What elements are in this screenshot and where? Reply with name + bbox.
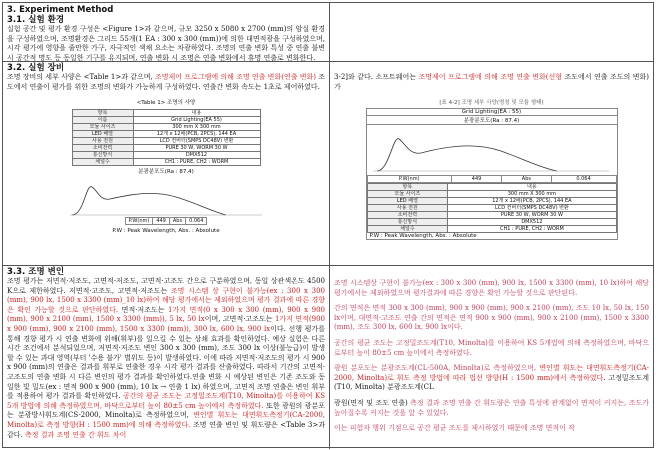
pw-value: 449 [153, 218, 170, 225]
table2-key: LED 배열 [367, 198, 448, 205]
pw-label: P.W(nm) [125, 218, 153, 225]
s33-right-p6 [334, 424, 649, 434]
s33-right-p5 [334, 399, 649, 418]
s33-r6b: 이는 피험자 행위 기점으로 공간 평균 조도를 제시하였기 때문에 조명 면적이 작 [334, 424, 575, 433]
table2-key: 채널수 [367, 226, 448, 233]
table1-value: PURE 30 W, WORM 30 W [133, 145, 260, 152]
table1-row [72, 152, 260, 159]
t2-abs-value: 0.064 [551, 176, 616, 183]
sec33-left-body [7, 277, 325, 440]
s33-red3: 1가지 면적(900 x 900 (mm), 900 x 2100 (mm), 1500 x 3300 (mm)), 300 lx, 600 lx, 900 lx [7, 315, 325, 333]
table1-value: 내용 [133, 110, 260, 117]
table1-row [72, 124, 260, 131]
table1-value: 300 mm X 300 mm [133, 124, 260, 131]
s33-f: 또한 광원의 광분포는 분광방사휘도계(CS-2000, Minolta)로 측정하였으며, [7, 401, 325, 420]
subsection-title-32: 3.2. 실험 장비 [7, 63, 65, 73]
s33-a: 조명 평가는 저면적·저조도, 고면적·저조도, 고면적·고조도 간으로 구분하였으며, 동일 상관색온도 4500 K으로 제한하였다. 저면적·고조도, 고면적·저조도는 [7, 277, 325, 295]
s33-r4a: 광원 분포도는 분광조도계(CL-500A, Minolta)로 측정하였으며, [334, 364, 540, 373]
table2-value: PURE 30 W, WORM 30 W [448, 212, 616, 219]
table2-key: 모듈 사이즈 [367, 191, 448, 198]
table2-spd-values [367, 175, 617, 183]
s33-r5b: 측정 결과 조명 연출 간 휘도량은 연출 특성에 관계없이 면적이 커지는, 조도가 높아질수록 커지는 것을 알 수 있었다. [334, 398, 649, 417]
subsection-title-31: 3.1. 실험 환경 [7, 15, 65, 25]
cell-sec31 [3, 3, 329, 61]
s33-right-p2: 간의 면적은 면적 300 x 300 (mm), 900 x 900 (mm), 900 x 2100 (mm), 조도 10 lx, 50 lx, 150 lx이며, 대면적·고조도 연출 간의 면적은 면적 900 x 900 (mm), 900 x 2100 (mm), 1500 x 3300 (mm), 조도 300 lx, 600 lx, 900 lx이다. [334, 304, 649, 332]
table1-row [72, 110, 260, 117]
table2-caption: [표 4-2] 조명 세부 사양(명칭 및 모듈 형태) [439, 100, 544, 107]
s33-red4: 공간의 평균 조도는 고정밀조도계(T10, Minolta)를 이용하여 KS 5개 방법에 의해 측정하였으며, 바닥으로부터 높이 80±5 cm 높이에서 측정하였다. [7, 392, 325, 410]
table1-row [72, 131, 260, 138]
table2-row [367, 212, 616, 219]
table1-key: 소비전력 [72, 145, 133, 152]
t2-pw-value: 449 [451, 176, 501, 183]
cell-sec32-left [3, 61, 329, 265]
table1-caption: <Table 1> 조명의 사양 [136, 100, 196, 107]
table1-row [72, 138, 260, 145]
table1-key: 채널수 [72, 159, 133, 166]
t2-pw-label: P.W(nm) [367, 176, 451, 183]
table2 [366, 108, 618, 240]
table1-key: 모듈 사이즈 [72, 124, 133, 131]
s33-d: 이다. 선행 평가를 통해 경향 평가 시 연출 변화에 위해(휘부)를 일으킬 수 있는 상쇄 효과를 확인하였다. 예상 실험은 다른 시간 조건에서 분석되었으며, 저면적·저조도 변인 300 x 300 (mm), 조도 300 lx 이상(불능급)이 발생할 수 있는 과대 영역(부터 '수용 불가' 별위도 등)이 발생하였다. 이에 따라 저면적·저조도의 평가 시 900 x 900 (mm)의 연출은 결과를 휘부로 연출한 경우 시각 평가 결과를 산출하였다. 따라서 기간의 고면적·고조도의 연출 변화 시 다른 변인의 평가 결과를 확인하였다. [7, 324, 326, 381]
s33-g: 조명 연출 변인 및 휘도량은 <Table 3>과 같다. [7, 420, 325, 439]
table2-key: 항목 [367, 184, 448, 191]
table2-spd-label: 분광분포도(Ra : 87.4) [367, 116, 617, 125]
sec32-right-body [334, 73, 649, 92]
section-title: 3. Experiment Method [7, 5, 114, 15]
sec32-body-a: 조명 장비의 세부 사양은 <Table 1>과 같으며, [7, 73, 155, 81]
s33-red5: 변인별 휘도는 대면휘도측정기(CA-2000, Minolta)로 측정 방향(H : 1500 mm)에 의해 측정하였다. [7, 411, 325, 429]
table2-value: CH1 : PURE, CH2 : WORM [448, 226, 616, 233]
table2-row [367, 191, 616, 198]
row-experiment-environment [3, 3, 653, 62]
s33-right-p1: 조명 시스템상 구현이 불가능(ex : 300 x 300 (mm), 900 lx, 1500 x 3300 (mm), 10 lx)하여 해당 평가에서는 제외하였으며 평가결과에 따른 경향은 확인 가능할 것으로 판단된다. [334, 279, 649, 297]
table1-footnote: P.W : Peak Wavelength, Abs. : Absolute [112, 228, 220, 235]
table2-value: 12개 x 12배(PCB, 2PCS), 144 EA [448, 198, 616, 205]
s33-right-p3: 공간의 평균 조도는 고정밀조도계(T10, Minolta)를 이용하여 KS 5개법에 의해 측정하였으며, 바닥으로부터 높이 80±5 cm 높이에서 측정하였다. [334, 338, 649, 357]
s33-e: 연출 변화 시 예상된 변인은 기존 조도와 동일한 빛 밀도(ex : 면적 900 x 900 (mm), 10 lx → 연출 1 lx) 하였으며, 고면적 조명 연출은 변인 휘부를 적용하여 평가 결과를 확인하였다. [7, 372, 325, 401]
table2-row [367, 205, 616, 212]
table2-row [367, 184, 616, 191]
s33-c: 이며, 고면적·고조도는 [204, 315, 275, 324]
table2-row [367, 219, 616, 226]
cell-sec33-left [3, 265, 329, 449]
table1-row [72, 145, 260, 152]
cell-sec33-right [330, 265, 653, 449]
sec32-right-red: 조명제어 프로그램에 의해 조명 연출 변화(선형 [418, 73, 563, 81]
table1-spd-label: 분광분포도(Ra : 87.4) [138, 169, 194, 176]
table1-key: 이름 [72, 117, 133, 124]
table2-spec-rows [367, 183, 617, 233]
abs-value: 0.064 [186, 218, 207, 225]
abs-label: Abs [169, 218, 185, 225]
table1-spd-chart [66, 175, 266, 217]
table1-key: 사용 전원 [72, 138, 133, 145]
s33-r4b: 변인별 휘도는 대면휘도측정기(CA-2000, Minolta)로 휘도 측정 방법에 따라 법선 방향(H : 1500 mm)에서 측정하였다 [334, 364, 649, 382]
document-table [2, 2, 654, 448]
table2-spd-chart [367, 125, 615, 175]
s33-b: 면적·저조도는 [118, 305, 169, 314]
table2-value: 내용 [448, 184, 616, 191]
table2-value: LCD 컨버터(SMPS DC48V) 변환 [448, 205, 616, 212]
s33-red2: 1가지 면적(0 x 300 x 300 (mm), 900 x 900 (mm), 900 x 2100 (mm), 1500 x 3300 (mm)), 5 lx, 50 lx [7, 305, 325, 324]
table2-key: 통신방식 [367, 219, 448, 226]
s33-r4c: . 고정밀조도계(T10, Minolta) 분광조도계(CL [334, 373, 649, 392]
cell-sec32-right [330, 61, 653, 265]
table2-row [367, 226, 616, 233]
table1-spd-values [125, 217, 208, 225]
table2-footnote: P.W : Peak Wavelength, Abs. : Absolute [369, 233, 477, 240]
sec32-right-b: 조도에서 연출 조도의 변화)가 [334, 73, 650, 91]
s33-red6: 측정 결과 조명 연출 간 휘도 차이 [24, 430, 127, 439]
table1-value: LCD 컨버터(SMPS DC48V) 변환 [133, 138, 260, 145]
table2-row [367, 198, 616, 205]
table1 [72, 109, 261, 166]
table1-key: 항목 [72, 110, 133, 117]
table2-key: 사용 전원 [367, 205, 448, 212]
table1-row [72, 159, 260, 166]
table1-value: CH1 : PURE, CH2 : WORM [133, 159, 260, 166]
table1-value: 12개 x 12배(PCB, 2PCS), 144 EA [133, 131, 260, 138]
sec31-body: 실험 공간 및 평가 환경 구성은 <Figure 1>과 같으며, 규모 3250 x 5080 x 2700 (mm)의 암실 환경을 구성하였으며, 조명환경은 그리드 55개(1 EA : 300 x 300 (mm))에 의한 대면적광을 구성하였으며, 시각 평가에 영향을 줄만한 가구, 자극적인 색채 요소는 차광하였다. 조명의 연출 변화 특성 중 연출 불변 시 공간적 명도 등 동일한 기구를 유지되며, 연출 변화 시 조명은 연출 변화에서 휴명 연출로 변화한다. [7, 25, 325, 61]
sec32-right-a: 3-2]와 같다. 소프트웨어는 [334, 73, 419, 81]
row-lighting-variables [3, 265, 653, 449]
table2-name: Grid Lighting(EA : 55) [367, 109, 617, 116]
table1-row [72, 117, 260, 124]
table1-key: 통신방식 [72, 152, 133, 159]
s33-red1: 조명 시스템 상 구현이 불가능(ex : 300 x 300 (mm), 900 lx, 1500 x 3300 (mm)_10 lx)하여 해당 평가에서는 제외하였으며 평가 결과에 따른 경향은 확인 가능할 것으로 판단하였다. [7, 286, 325, 314]
subsection-title-33: 3.3. 조명 변인 [7, 267, 65, 277]
table2-value: DMX512 [448, 219, 616, 226]
t2-abs-label: Abs [502, 176, 551, 183]
table1-value: DMX512 [133, 152, 260, 159]
sec32-body-red: 조명제어 프로그램에 의해 조명 연출 변화(연출 변화) [155, 73, 316, 81]
s33-r5a: 광원(면적 및 조도 연출) [334, 398, 411, 407]
table1-key: LED 배열 [72, 131, 133, 138]
s33-right-p4 [334, 364, 649, 393]
table1-value: Grid Lighting(EA 55) [133, 117, 260, 124]
table2-value: 300 mm X 300 mm [448, 191, 616, 198]
sec32-body [7, 73, 325, 92]
row-equipment [3, 61, 653, 266]
table2-key: 소비전력 [367, 212, 448, 219]
sec32-body-b: 조도에서 연출이 평가를 위한 조명의 변화가 가능하게 구성하였다. 연출간 변화 속도는 1초로 제어하였다. [7, 73, 325, 91]
